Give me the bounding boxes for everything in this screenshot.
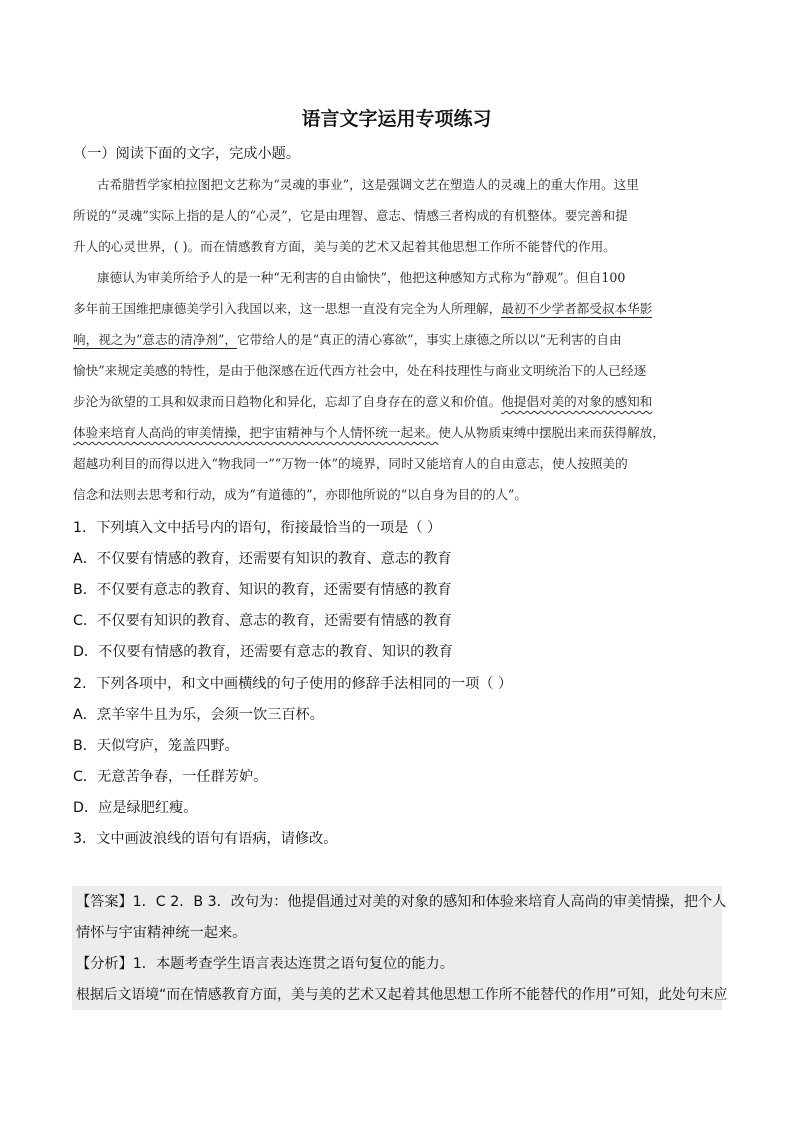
passage-text: 使人从物质束缚中摆脱出来而获得解放， bbox=[438, 425, 665, 440]
passage-line: 超越功利目的而得以进入“物我同一”“万物一体”的境界，同时又能培育人的自由意志，使人按照美的 bbox=[73, 456, 628, 471]
option-c: C．无意苦争春，一任群芳妒。 bbox=[73, 769, 268, 785]
passage-line: 愉快”来规定美感的特性，是由于他深感在近代西方社会中，处在科技理性与商业文明统治下的人已经逐 bbox=[73, 363, 647, 378]
option-c: C．不仅要有知识的教育、意志的教育，还需要有情感的教育 bbox=[73, 613, 452, 629]
option-a: A．不仅要有情感的教育，还需要有知识的教育、意志的教育 bbox=[73, 551, 452, 567]
passage-text: 步沦为欲望的工具和奴隶而日趋物化和异化，忘却了自身存在的意义和价值。 bbox=[73, 394, 502, 409]
passage-line: 信念和法则去思考和行动，成为“有道德的”，亦即他所说的“以自身为目的的人”。 bbox=[73, 487, 527, 502]
passage-line bbox=[73, 299, 652, 319]
passage-line bbox=[73, 392, 652, 412]
analysis-line: 【分析】1．本题考查学生语言表达连贯之语句复位的能力。 bbox=[76, 956, 454, 972]
passage-line: 所说的“灵魂”实际上指的是人的“心灵”，它是由理智、意志、情感三者构成的有机整体。要完善和提 bbox=[73, 208, 628, 223]
underlined-sentence: 最初不少学者都受叔本华影 bbox=[501, 301, 653, 316]
option-d: D．不仅要有情感的教育，还需要有意志的教育、知识的教育 bbox=[73, 644, 453, 660]
answer-line: 情怀与宇宙精神统一起来。 bbox=[76, 925, 247, 941]
section-heading: （一）阅读下面的文字，完成小题。 bbox=[73, 146, 301, 162]
wavy-underlined-sentence: 体验来培育人高尚的审美情操，把宇宙精神与个人情怀统一起来。 bbox=[73, 425, 439, 440]
question-2: 2．下列各项中，和文中画横线的句子使用的修辞手法相同的一项（ ） bbox=[73, 676, 513, 692]
passage-line: 康德认为审美所给予人的是一种“无利害的自由愉快”，他把这种感知方式称为“静观”。但自100 bbox=[97, 270, 626, 285]
passage-line: 古希腊哲学家柏拉图把文艺称为“灵魂的事业”，这是强调文艺在塑造人的灵魂上的重大作用。这里 bbox=[97, 177, 639, 192]
question-3: 3．文中画波浪线的语句有语病，请修改。 bbox=[73, 831, 338, 847]
option-b: B．不仅要有意志的教育、知识的教育，还需要有情感的教育 bbox=[73, 582, 452, 598]
underlined-sentence: 响，视之为“意志的清净剂”， bbox=[73, 332, 238, 347]
option-a: A．烹羊宰牛且为乐，会须一饮三百杯。 bbox=[73, 707, 324, 723]
answer-line: 【答案】1．C 2．B 3．改句为：他提倡通过对美的对象的感知和体验来培育人高尚的审美情操，把个人 bbox=[76, 894, 727, 910]
option-d: D．应是绿肥红瘦。 bbox=[73, 800, 198, 816]
passage-line: 升人的心灵世界，( )。而在情感教育方面，美与美的艺术又起着其他思想工作所不能替代的作用。 bbox=[73, 239, 616, 254]
passage-text: 它带给人的是“真正的清心寡欲”，事实上康德之所以以“无利害的自由 bbox=[237, 332, 622, 347]
passage-line bbox=[73, 423, 665, 443]
option-b: B．天似穹庐，笼盖四野。 bbox=[73, 738, 239, 754]
passage-line bbox=[73, 330, 622, 350]
question-1: 1．下列填入文中括号内的语句，衔接最恰当的一项是（ ） bbox=[73, 520, 442, 536]
passage-text: 多年前王国维把康德美学引入我国以来，这一思想一直没有完全为人所理解， bbox=[73, 301, 502, 316]
wavy-underlined-sentence: 他提倡对美的对象的感知和 bbox=[501, 394, 653, 409]
document-title: 语言文字运用专项练习 bbox=[301, 108, 492, 130]
analysis-line: 根据后文语境“而在情感教育方面，美与美的艺术又起着其他思想工作所不能替代的作用”可知，此处句末应 bbox=[76, 987, 728, 1003]
